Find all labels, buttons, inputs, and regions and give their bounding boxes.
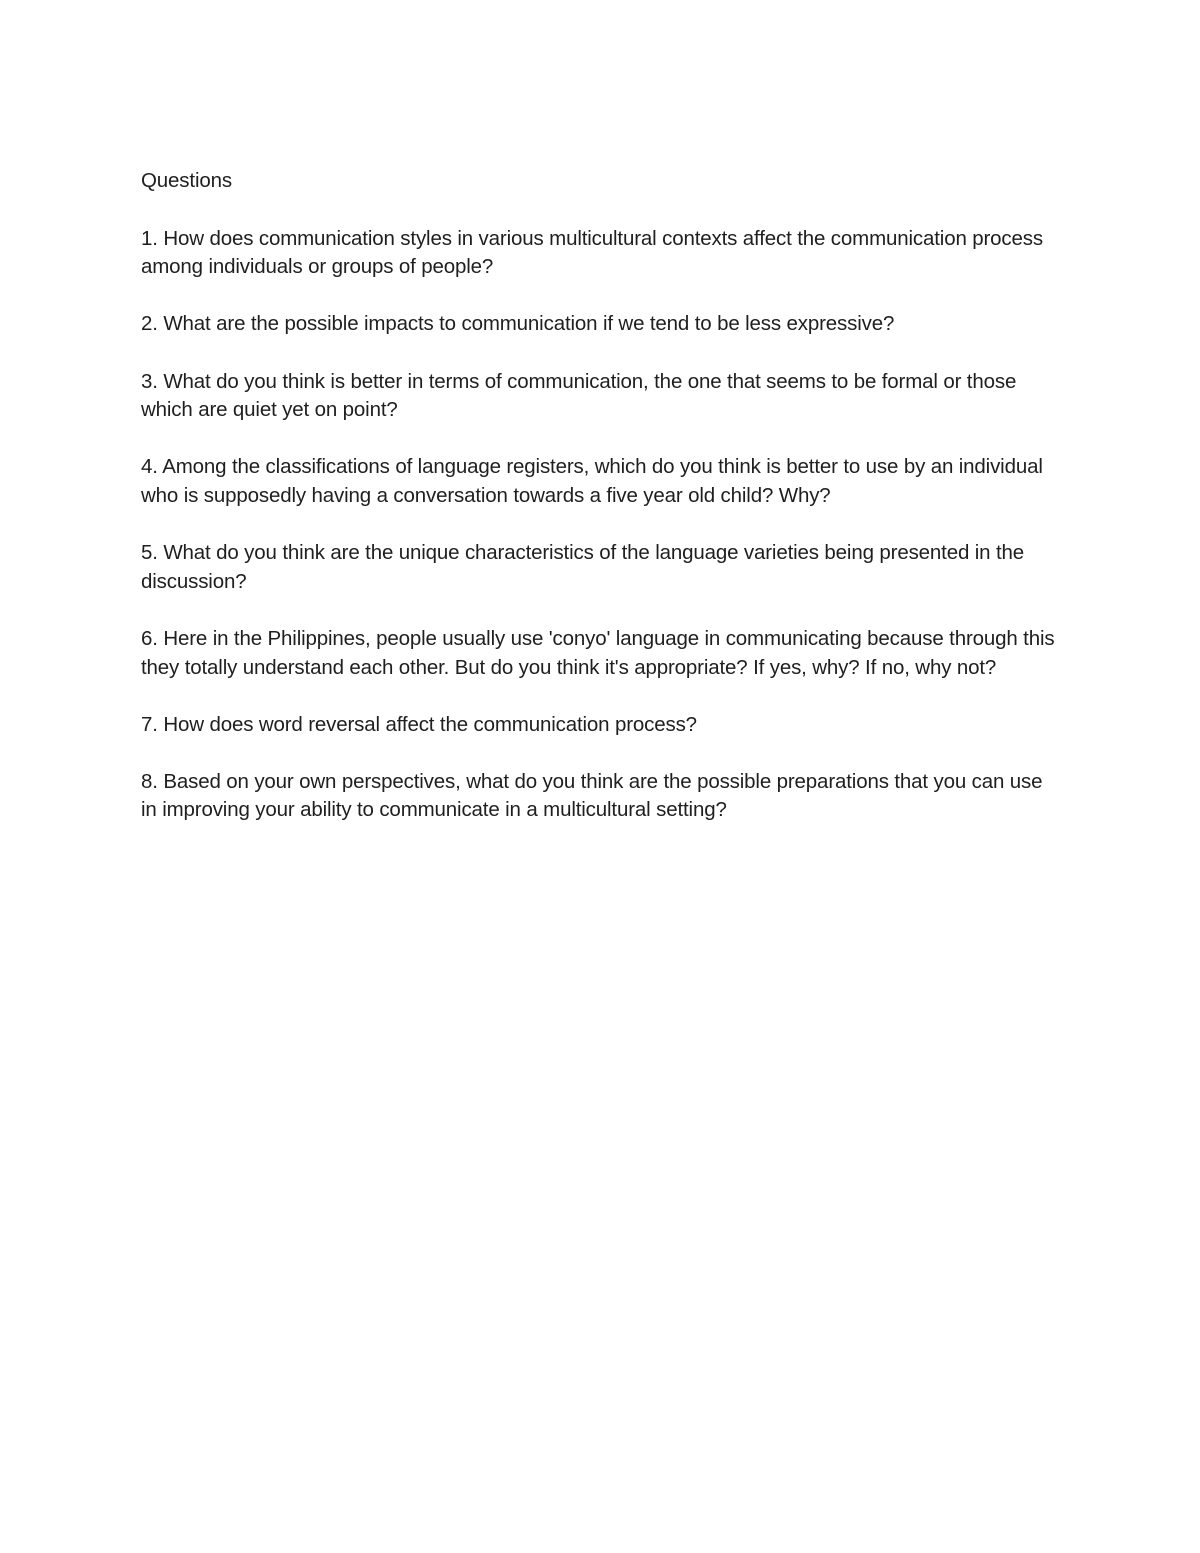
question-item-4	[141, 453, 1061, 510]
question-item-7	[141, 711, 1061, 740]
document-body	[141, 167, 1061, 854]
question-number: 7.	[141, 712, 158, 736]
question-text: What are the possible impacts to communication if we tend to be less expressive?	[163, 312, 895, 336]
question-text: Here in the Philippines, people usually use 'conyo' language in communicating because through this they totally understand each other. But do you think it's appropriate? If yes, why? If no, why not?	[141, 626, 1055, 679]
question-number: 8.	[141, 769, 158, 793]
question-number: 2.	[141, 312, 158, 336]
question-number: 5.	[141, 541, 158, 565]
question-item-3	[141, 368, 1061, 425]
question-number: 3.	[141, 369, 158, 393]
question-number: 4.	[141, 455, 158, 479]
question-text: How does communication styles in various multicultural contexts affect the communication process among individuals or groups of people?	[141, 226, 1043, 279]
question-item-5	[141, 539, 1061, 596]
question-item-2	[141, 310, 1061, 339]
question-text: How does word reversal affect the communication process?	[163, 712, 697, 736]
document-heading: Questions	[141, 169, 232, 192]
question-number: 6.	[141, 626, 158, 650]
question-item-6	[141, 625, 1061, 682]
question-text: Among the classifications of language registers, which do you think is better to use by an individual who is supposedly having a conversation towards a five year old child? Why?	[141, 455, 1043, 507]
question-number: 1.	[141, 226, 158, 250]
question-item-1	[141, 225, 1061, 282]
question-text: What do you think are the unique characteristics of the language varieties being presented in the discussion?	[141, 541, 1025, 593]
question-text: Based on your own perspectives, what do you think are the possible preparations that you can use in improving your ability to communicate in a multicultural setting?	[141, 769, 1043, 822]
question-text: What do you think is better in terms of communication, the one that seems to be formal or those which are quiet yet on point?	[141, 369, 1017, 422]
question-item-8	[141, 768, 1061, 825]
